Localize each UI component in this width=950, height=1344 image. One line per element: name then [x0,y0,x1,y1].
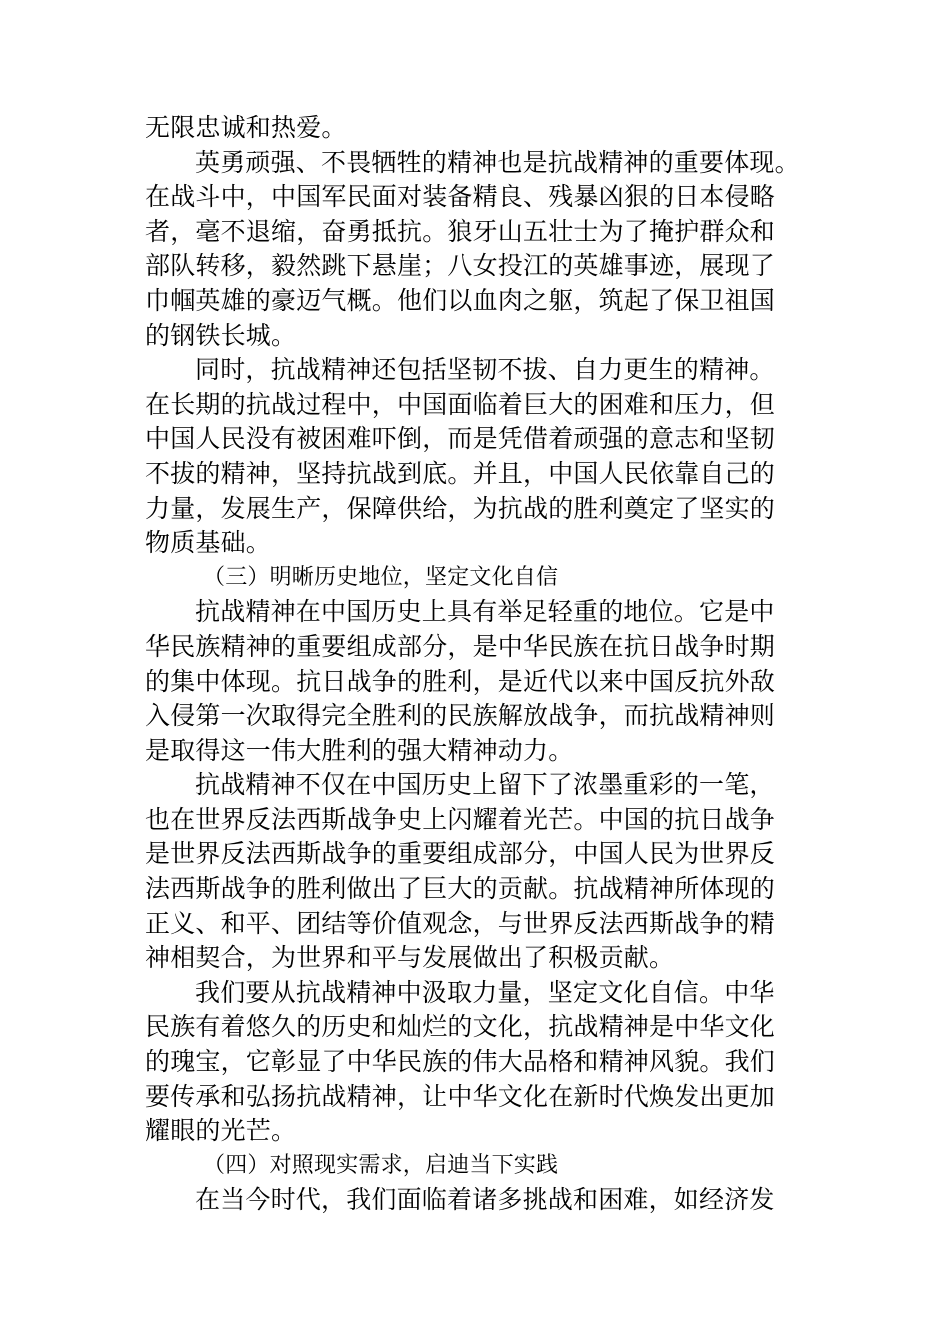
text-line: 要传承和弘扬抗战精神，让中华文化在新时代焕发出更加 [145,1081,776,1111]
text-line: 物质基础。 [145,528,272,558]
paragraph-first-line: 抗战精神在中国历史上具有举足轻重的地位。它是中 [195,597,775,627]
text-line: 入侵第一次取得完全胜利的民族解放战争，而抗战精神则 [145,701,776,731]
section-heading: （四）对照现实需求，启迪当下实践 [203,1152,559,1178]
text-line: 民族有着悠久的历史和灿烂的文化，抗战精神是中华文化 [145,1012,776,1042]
text-line: 者，毫不退缩，奋勇抵抗。狼牙山五壮士为了掩护群众和 [145,216,776,246]
text-line: 是取得这一伟大胜利的强大精神动力。 [145,735,574,765]
text-line: 无限忠诚和热爱。 [145,113,347,142]
text-line: 神相契合，为世界和平与发展做出了积极贡献。 [145,943,675,973]
text-line: 巾帼英雄的豪迈气概。他们以血肉之躯，筑起了保卫祖国 [145,285,776,315]
text-line: 法西斯战争的胜利做出了巨大的贡献。抗战精神所体现的 [145,874,776,904]
text-line: 也在世界反法西斯战争史上闪耀着光芒。中国的抗日战争 [145,804,776,834]
text-line: 部队转移，毅然跳下悬崖；八女投江的英雄事迹，展现了 [145,251,776,281]
text-line: 华民族精神的重要组成部分，是中华民族在抗日战争时期 [145,631,776,661]
paragraph-first-line: 英勇顽强、不畏牺牲的精神也是抗战精神的重要体现。 [195,147,800,177]
text-line: 的集中体现。抗日战争的胜利，是近代以来中国反抗外敌 [145,666,776,696]
text-line: 耀眼的光芒。 [145,1116,297,1146]
paragraph-first-line: 同时，抗战精神还包括坚韧不拔、自力更生的精神。 [195,355,775,385]
text-line: 中国人民没有被困难吓倒，而是凭借着顽强的意志和坚韧 [145,424,776,454]
text-line: 的瑰宝，它彰显了中华民族的伟大品格和精神风貌。我们 [145,1047,776,1077]
text-line: 在战斗中，中国军民面对装备精良、残暴凶狠的日本侵略 [145,182,776,212]
section-heading: （三）明晰历史地位，坚定文化自信 [203,564,559,590]
paragraph-first-line: 在当今时代，我们面临着诸多挑战和困难，如经济发 [195,1185,775,1215]
text-line: 的钢铁长城。 [145,320,297,350]
text-line: 不拔的精神，坚持抗战到底。并且，中国人民依靠自己的 [145,458,776,488]
paragraph-first-line: 我们要从抗战精神中汲取力量，坚定文化自信。中华 [195,977,775,1007]
text-line: 在长期的抗战过程中，中国面临着巨大的困难和压力，但 [145,389,776,419]
text-line: 是世界反法西斯战争的重要组成部分，中国人民为世界反 [145,839,776,869]
text-line: 力量，发展生产，保障供给，为抗战的胜利奠定了坚实的 [145,493,776,523]
paragraph-first-line: 抗战精神不仅在中国历史上留下了浓墨重彩的一笔， [195,770,775,800]
text-line: 正义、和平、团结等价值观念，与世界反法西斯战争的精 [145,908,776,938]
document-page [145,111,815,1218]
